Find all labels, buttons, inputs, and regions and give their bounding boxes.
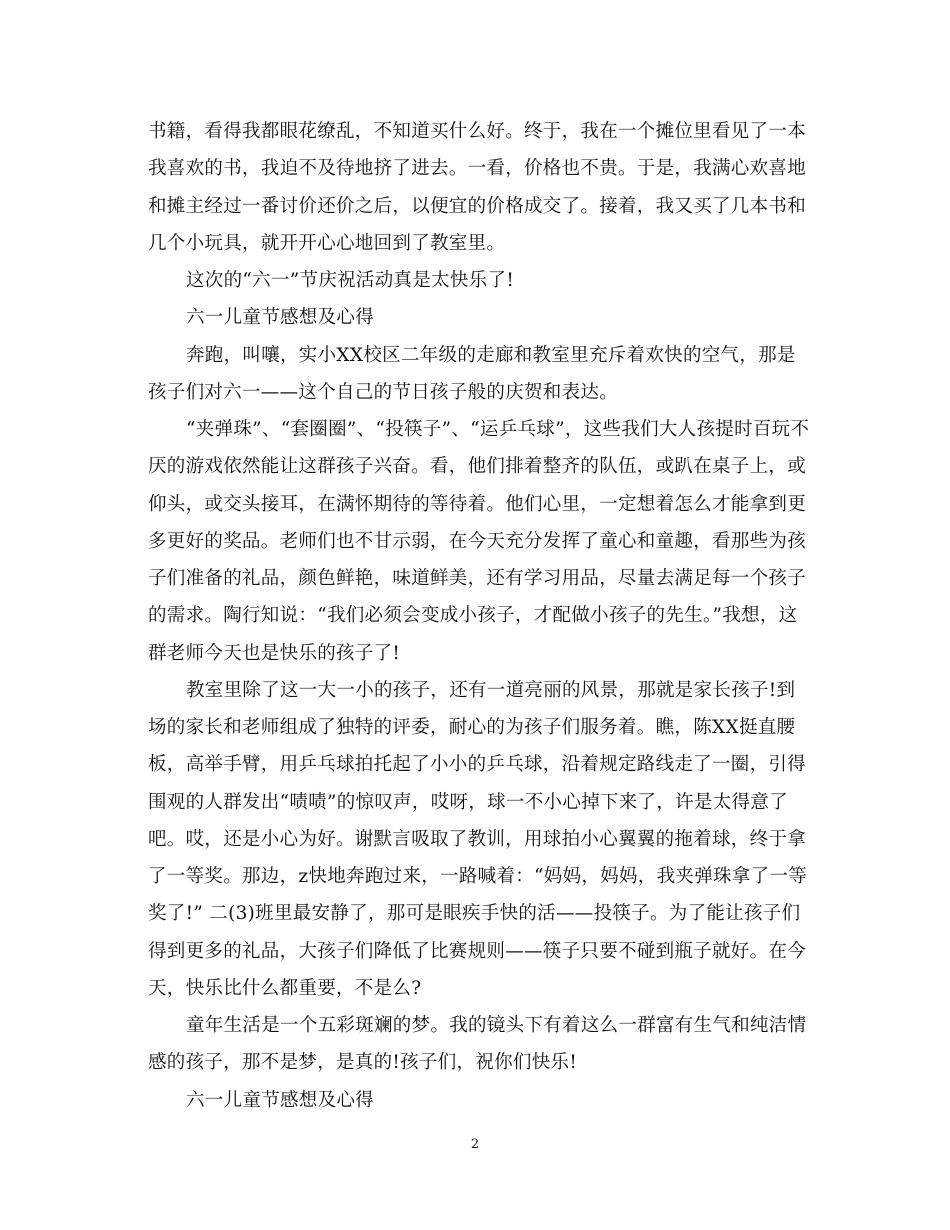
text-line: 的需求。陶行知说：“我们必须会变成小孩子，才配做小孩子的先生。”我想，这 [148, 605, 798, 627]
text-line: 感的孩子，那不是梦，是真的!孩子们，祝你们快乐! [148, 1052, 578, 1074]
text-line: 六一儿童节感想及心得 [186, 1089, 375, 1111]
text-line: 教室里除了这一大一小的孩子，还有一道亮丽的风景，那就是家长孩子!到 [186, 679, 796, 701]
text-line: 吧。哎，还是小心为好。谢默言吸取了教训，用球拍小心翼翼的拖着球，终于拿 [148, 828, 807, 850]
text-line: 群老师今天也是快乐的孩子了! [148, 642, 401, 664]
text-line: 童年生活是一个五彩斑斓的梦。我的镜头下有着这么一群富有生气和纯洁情 [186, 1015, 807, 1036]
text-line: 奖了!” 二(3)班里最安静了，那可是眼疾手快的活——投筷子。为了能让孩子们 [148, 903, 801, 925]
text-line: 这次的“六一”节庆祝活动真是太快乐了! [186, 270, 515, 291]
text-line: 天，快乐比什么都重要，不是么? [148, 977, 422, 999]
text-line: 仰头，或交头接耳，在满怀期待的等待着。他们心里，一定想着怎么才能拿到更 [148, 493, 807, 515]
text-line: 孩子们对六一——这个自己的节日孩子般的庆贺和表达。 [148, 381, 619, 403]
text-line: 场的家长和老师组成了独特的评委，耐心的为孩子们服务着。瞧，陈XX挺直腰 [148, 717, 796, 738]
text-line: 围观的人群发出“啧啧”的惊叹声，哎呀，球一不小心掉下来了，许是太得意了 [148, 791, 788, 813]
page-body [148, 113, 810, 1119]
text-line: 子们准备的礼品，颜色鲜艳，味道鲜美，还有学习用品，尽量去满足每一个孩子 [148, 568, 807, 589]
text-line: 了一等奖。那边，z快地奔跑过来，一路喊着：“妈妈，妈妈，我夹弹珠拿了一等 [148, 866, 808, 887]
text-line: “夹弹珠”、“套圈圈”、“投筷子”、“运乒乓球”，这些我们大人孩提时百玩不 [186, 419, 810, 440]
text-line: 板，高举手臂，用乒乓球拍托起了小小的乒乓球，沿着规定路线走了一圈，引得 [148, 754, 807, 776]
text-line: 我喜欢的书，我迫不及待地挤了进去。一看，价格也不贵。于是，我满心欢喜地 [148, 158, 807, 180]
text-line: 得到更多的礼品，大孩子们降低了比赛规则——筷子只要不碰到瓶子就好。在今 [148, 940, 807, 962]
text-line: 多更好的奖品。老师们也不甘示弱，在今天充分发挥了童心和童趣，看那些为孩 [148, 530, 807, 552]
text-line: 和摊主经过一番讨价还价之后，以便宜的价格成交了。接着，我又买了几本书和 [148, 195, 807, 217]
text-line: 几个小玩具，就开开心心地回到了教室里。 [148, 232, 506, 254]
text-line: 厌的游戏依然能让这群孩子兴奋。看，他们排着整齐的队伍，或趴在桌子上，或 [148, 456, 807, 478]
page-number: 2 [470, 1137, 480, 1152]
text-line: 六一儿童节感想及心得 [186, 307, 375, 329]
text-line: 书籍，看得我都眼花缭乱，不知道买什么好。终于，我在一个摊位里看见了一本 [148, 121, 807, 142]
text-line: 奔跑，叫嚷，实小XX校区二年级的走廊和教室里充斥着欢快的空气，那是 [186, 344, 796, 366]
